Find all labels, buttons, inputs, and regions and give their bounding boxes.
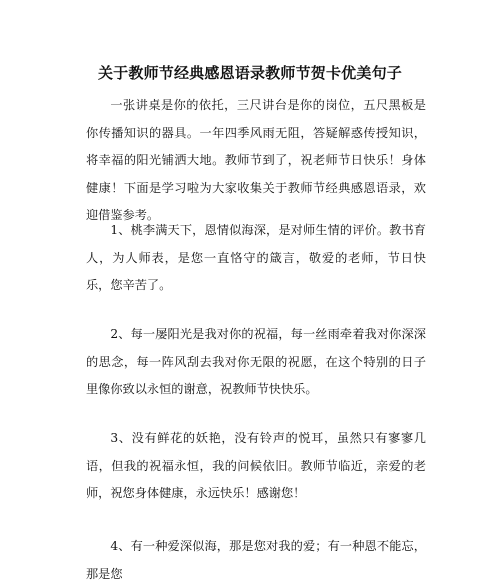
list-item-1: 1、桃李满天下，恩情似海深，是对师生情的评价。教书育人，为人师表，是您一直恪守的箴言，敬爱的老师，节日快乐，您辛苦了。 [86, 223, 426, 292]
document-title: 关于教师节经典感恩语录教师节贺卡优美句子 [97, 64, 402, 82]
list-item-2: 2、每一屡阳光是我对你的祝福，每一丝雨牵着我对你深深的思念，每一阵风刮去我对你无限的祝愿，在这个特别的日子里像你致以永恒的谢意，祝教师节快快乐。 [86, 327, 426, 396]
list-item-3: 3、没有鲜花的妖艳，没有铃声的悦耳，虽然只有寥寥几语，但我的祝福永恒，我的问候依旧。教师节临近，亲爱的老师，祝您身体健康，永远快乐！感谢您！ [86, 431, 426, 500]
intro-paragraph: 一张讲桌是你的依托，三尺讲台是你的岗位，五尺黑板是你传播知识的器具。一年四季风雨无阻，答疑解惑传授知识，将幸福的阳光铺洒大地。教师节到了，祝老师节日快乐！身体健康！下面是学习啦为大家收集关于教师节经典感恩语录，欢迎借鉴参考。 [86, 98, 426, 222]
list-item-4: 4、有一种爱深似海，那是您对我的爱；有一种恩不能忘，那是您 [86, 539, 426, 581]
